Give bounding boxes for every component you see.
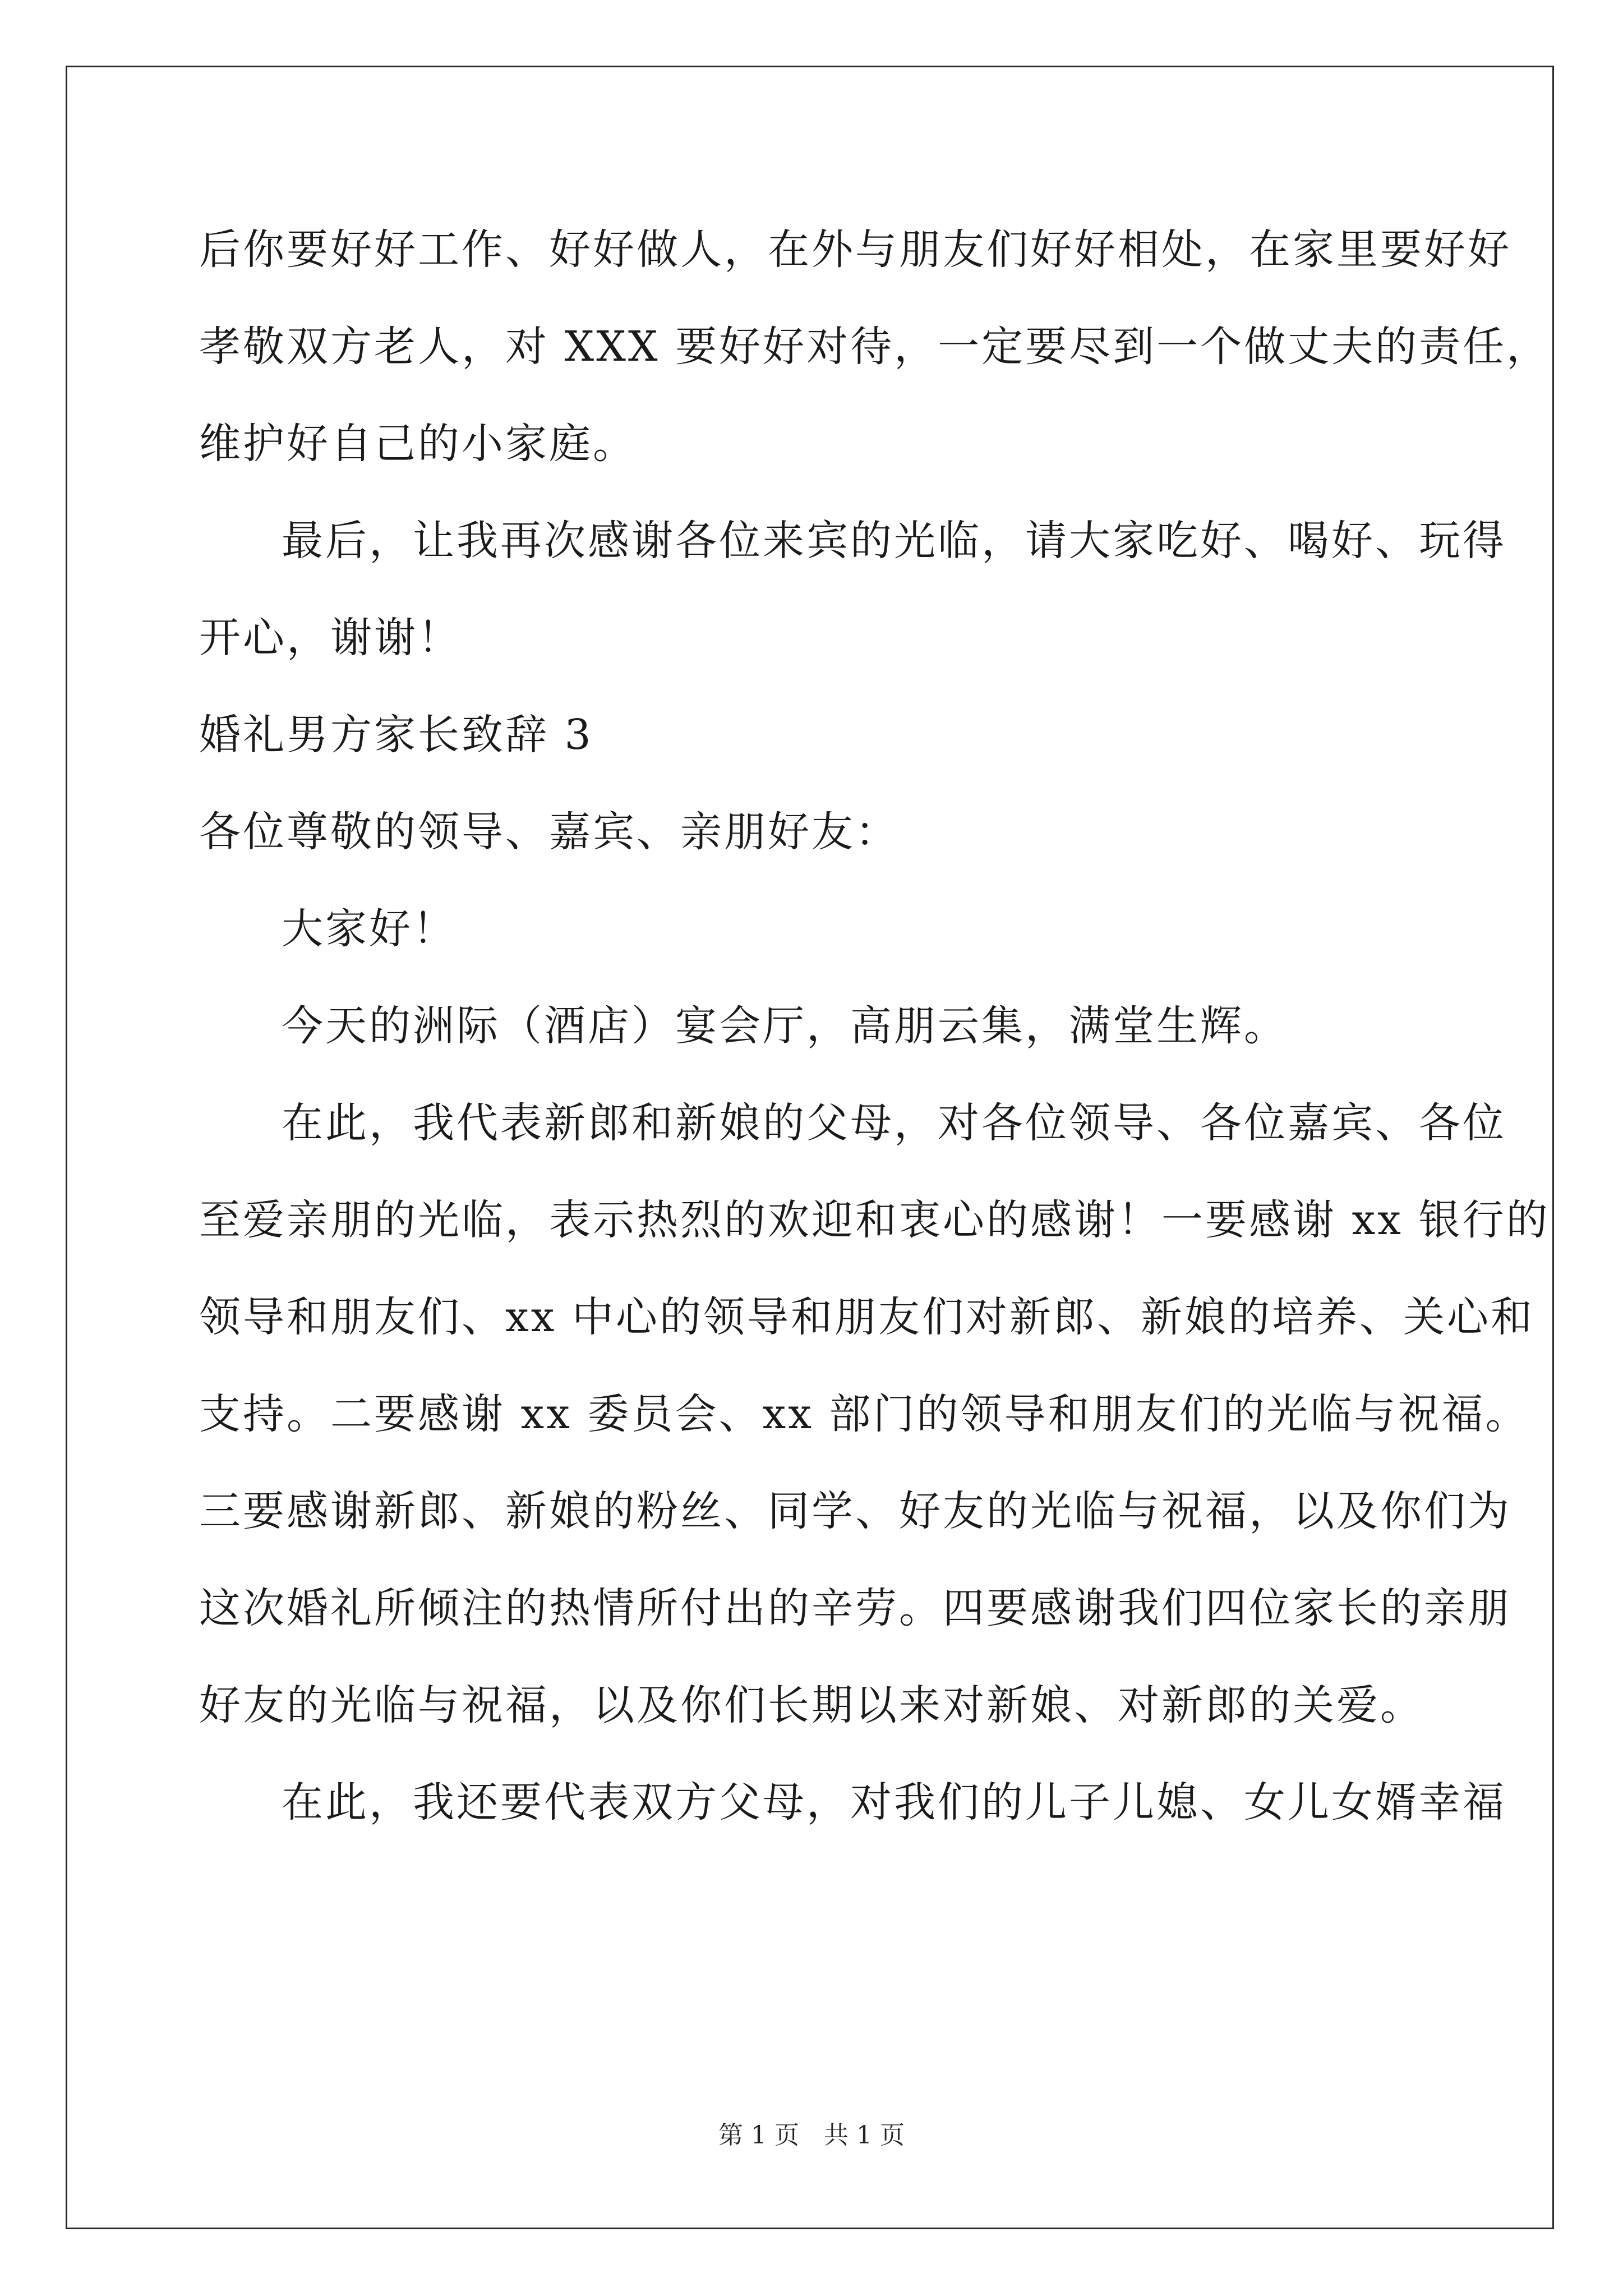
text-line: 这次婚礼所倾注的热情所付出的辛劳。四要感谢我们四位家长的亲朋: [199, 1584, 1511, 1632]
text-line: 至爱亲朋的光临，表示热烈的欢迎和衷心的感谢！一要感谢 xx 银行的: [199, 1196, 1550, 1244]
text-line: 最后，让我再次感谢各位来宾的光临，请大家吃好、喝好、玩得: [282, 517, 1506, 565]
text-line: 开心，谢谢！: [199, 614, 462, 662]
greeting: 大家好！: [282, 905, 457, 953]
text-line: 支持。二要感谢 xx 委员会、xx 部门的领导和朋友们的光临与祝福。: [199, 1390, 1529, 1438]
text-line: 今天的洲际（酒店）宴会厅，高朋云集，满堂生辉。: [282, 1002, 1288, 1050]
text-line: 领导和朋友们、xx 中心的领导和朋友们对新郎、新娘的培养、关心和: [199, 1293, 1534, 1341]
section-heading: 婚礼男方家长致辞 3: [199, 711, 593, 759]
text-line: 孝敬双方老人，对 XXX 要好好对待，一定要尽到一个做丈夫的责任，: [199, 323, 1551, 371]
text-line: 三要感谢新郎、新娘的粉丝、同学、好友的光临与祝福，以及你们为: [199, 1487, 1511, 1535]
text-line: 在此，我代表新郎和新娘的父母，对各位领导、各位嘉宾、各位: [282, 1099, 1506, 1147]
text-line: 在此，我还要代表双方父母，对我们的儿子儿媳、女儿女婿幸福: [282, 1778, 1506, 1826]
salutation: 各位尊敬的领导、嘉宾、亲朋好友：: [199, 808, 899, 856]
text-line: 后你要好好工作、好好做人，在外与朋友们好好相处，在家里要好好: [199, 226, 1511, 274]
text-line: 维护好自己的小家庭。: [199, 420, 637, 468]
text-line: 好友的光临与祝福，以及你们长期以来对新娘、对新郎的关爱。: [199, 1681, 1424, 1729]
page-number-footer: 第 1 页 共 1 页: [718, 2121, 905, 2150]
